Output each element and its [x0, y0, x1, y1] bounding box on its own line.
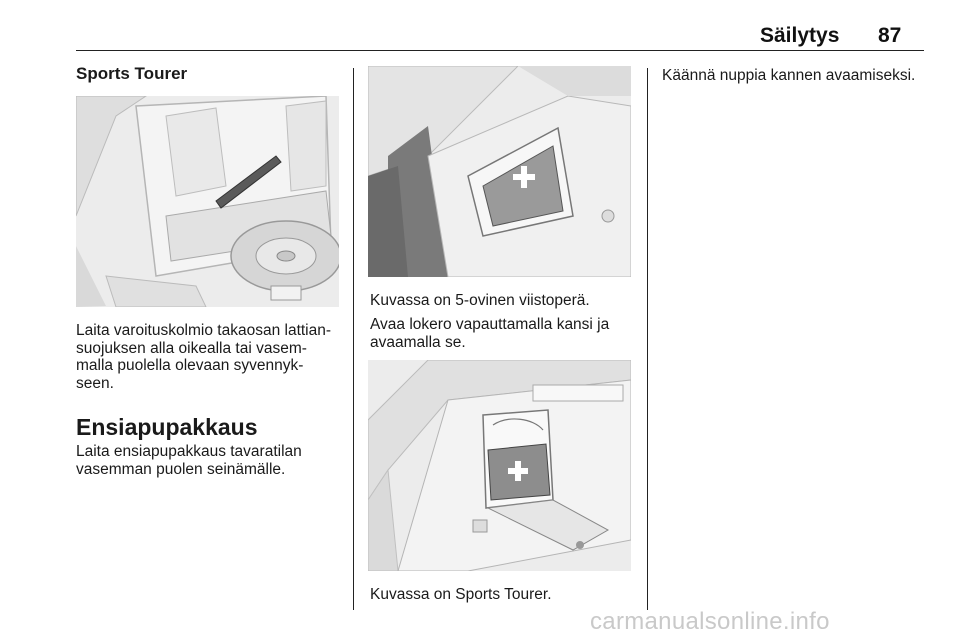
header-divider — [76, 50, 924, 51]
column-divider-1 — [353, 68, 354, 610]
footer-watermark: carmanualsonline.info — [590, 608, 830, 635]
trunk-floor-illustration — [76, 96, 339, 307]
first-aid-heading: Ensiapupakkaus — [76, 414, 258, 440]
sports-tourer-caption: Kuvassa on Sports Tourer. — [370, 586, 552, 603]
column-divider-2 — [647, 68, 648, 610]
knob-instruction: Käännä nuppia kannen avaamiseksi. — [662, 67, 916, 84]
hatchback-caption: Kuvassa on 5-ovinen viistoperä. — [370, 292, 590, 309]
first-aid-text: Laita ensiapupakkaus tavaratilan vasemman puolen seinämälle. — [76, 443, 302, 478]
hatchback-first-aid-illustration — [368, 66, 631, 277]
header-title: Säilytys — [760, 24, 840, 47]
triangle-caption: Laita varoituskolmio takaosan lattian- suojuksen alla oikealla tai vasem- malla puolella olevaan syvennyk- seen. — [76, 322, 332, 392]
section-title: Sports Tourer — [76, 64, 188, 83]
page-number: 87 — [878, 24, 902, 47]
open-compartment-instruction: Avaa lokero vapauttamalla kansi ja avaamalla se. — [370, 316, 610, 351]
sports-tourer-first-aid-illustration — [368, 360, 631, 571]
